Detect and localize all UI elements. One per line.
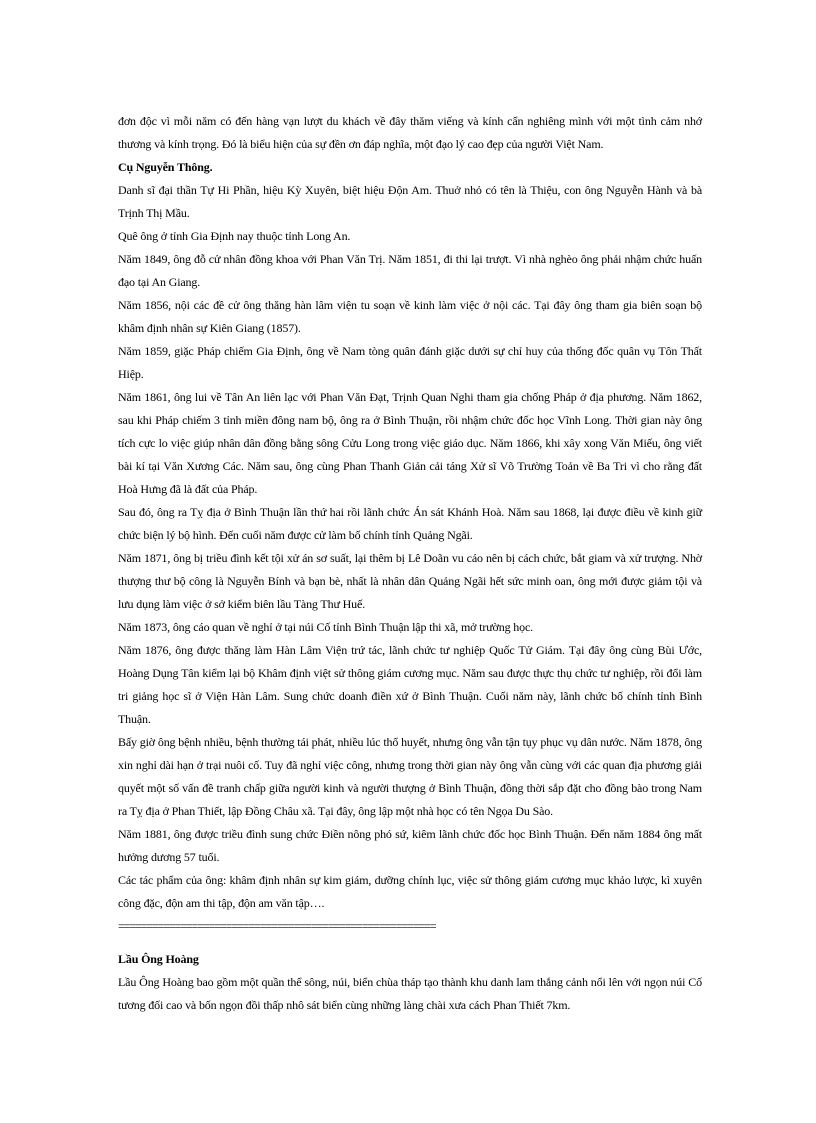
paragraph: Năm 1876, ông được thăng làm Hàn Lâm Viện trứ tác, lãnh chức tư nghiệp Quốc Tử Giám. Tại đây ông cùng Bùi Ước, Hoàng Dụng Tân kiểm lại bộ Khâm định việt sử thông giám cương mục. Năm sau được thực thụ chức tư nghiệp, rồi đổi làm tri giảng học sĩ ở Viện Hàn Lâm. Sung chức doanh điền xứ ở Bình Thuận. Cuối năm này, lãnh chức bố chính tỉnh Bình Thuận.: [118, 643, 702, 726]
paragraph: Quê ông ở tỉnh Gia Định nay thuộc tỉnh Long An.: [118, 229, 351, 243]
separator-line: ========================================================: [118, 919, 436, 933]
paragraph: Sau đó, ông ra Tỵ địa ở Bình Thuận lần thứ hai rồi lãnh chức Án sát Khánh Hoà. Năm sau 1868, lại được điều về kinh giữ chức biện lý bộ hình. Đến cuối năm được cử làm bố chính tỉnh Quảng Ngãi.: [118, 505, 702, 542]
paragraph: Năm 1881, ông được triều đình sung chức Điền nông phó sứ, kiêm lãnh chức đốc học Bình Thuận. Đến năm 1884 ông mất hưởng dương 57 tuổi.: [118, 827, 702, 864]
paragraph: Danh sĩ đại thần Tự Hi Phần, hiệu Kỳ Xuyên, biệt hiệu Độn Am. Thuở nhỏ có tên là Thiệu, con ông Nguyễn Hành và bà Trịnh Thị Mầu.: [118, 183, 702, 220]
spacer: [118, 938, 702, 948]
section-heading-lau-ong-hoang: Lầu Ông Hoàng: [118, 952, 199, 966]
paragraph: Bấy giờ ông bệnh nhiều, bệnh thường tái phát, nhiều lúc thổ huyết, nhưng ông vẫn tận tụy phục vụ dân nước. Năm 1878, ông xin nghỉ dài hạn ở trại nuôi cố. Tuy đã nghỉ việc công, nhưng trong thời gian này ông vẫn cùng với các quan địa phương giải quyết một số vấn đề tranh chấp giữa người kinh và người thượng ở Bình Thuận, đồng thời sắp đặt cho đồng bào trong Nam ra Tỵ địa ở Phan Thiết, lập Đồng Châu xã. Tại đây, ông lập một nhà học có tên Ngọa Du Sào.: [118, 735, 702, 818]
intro-paragraph: đơn độc vì mỗi năm có đến hàng vạn lượt du khách về đây thăm viếng và kính cẩn nghiêng mình với một tình cảm nhớ thương và kính trọng. Đó là biểu hiện của sự đền ơn đáp nghĩa, một đạo lý cao đẹp của người Việt Nam.: [118, 114, 702, 151]
paragraph: Năm 1871, ông bị triều đình kết tội xử án sơ suất, lại thêm bị Lê Doãn vu cáo nên bị cách chức, bắt giam và xử trượng. Nhờ thượng thư bộ công là Nguyễn Bính và bạn bè, nhất là nhân dân Quảng Ngãi hết sức minh oan, ông mới được giảm tội và lưu dụng làm việc ở sở kiểm biên lầu Tàng Thư Huế.: [118, 551, 702, 611]
document-body: [118, 110, 702, 1017]
paragraph: Năm 1859, giặc Pháp chiếm Gia Định, ông về Nam tòng quân đánh giặc dưới sự chỉ huy của thống đốc quân vụ Tôn Thất Hiệp.: [118, 344, 702, 381]
paragraph: Năm 1861, ông lui về Tân An liên lạc với Phan Văn Đạt, Trịnh Quan Nghi tham gia chống Pháp ở địa phương. Năm 1862, sau khi Pháp chiếm 3 tỉnh miền đông nam bộ, ông ra ở Bình Thuận, rồi nhậm chức đốc học Vĩnh Long. Thời gian này ông tích cực lo việc giúp nhân dân đồng bằng sông Cửu Long trong việc giáo dục. Năm 1866, khi xây xong Văn Miếu, ông viết bài kí tại Văn Xương Các. Năm sau, ông cùng Phan Thanh Giản cải táng Xử sĩ Võ Trường Toản về Ba Tri vì cho rằng đất Hoà Hưng đã là đất của Pháp.: [118, 390, 702, 496]
paragraph: Năm 1873, ông cáo quan về nghỉ ở tại núi Cố tỉnh Bình Thuận lập thi xã, mở trường học.: [118, 620, 534, 634]
section-heading-nguyen-thong: Cụ Nguyễn Thông.: [118, 160, 213, 174]
paragraph: Lầu Ông Hoàng bao gồm một quần thể sông, núi, biển chùa tháp tạo thành khu danh lam thắng cảnh nổi lên với ngọn núi Cố tương đối cao và bốn ngọn đồi thấp nhô sát biển cùng những làng chài xưa cách Phan Thiết 7km.: [118, 975, 702, 1012]
paragraph: Năm 1856, nội các đề cử ông thăng hàn lâm viện tu soạn về kinh làm việc ở nội các. Tại đây ông tham gia biên soạn bộ khâm định nhân sự Kiên Giang (1857).: [118, 298, 702, 335]
paragraph: Các tác phẩm của ông: khâm định nhân sự kim giám, dưỡng chính lục, việc sử thông giám cương mục khảo lược, kì xuyên công đặc, độn am thi tập, độn am văn tập….: [118, 873, 702, 910]
paragraph: Năm 1849, ông đỗ cử nhân đồng khoa với Phan Văn Trị. Năm 1851, đi thi lại trượt. Vì nhà nghèo ông phải nhậm chức huấn đạo tại An Giang.: [118, 252, 702, 289]
